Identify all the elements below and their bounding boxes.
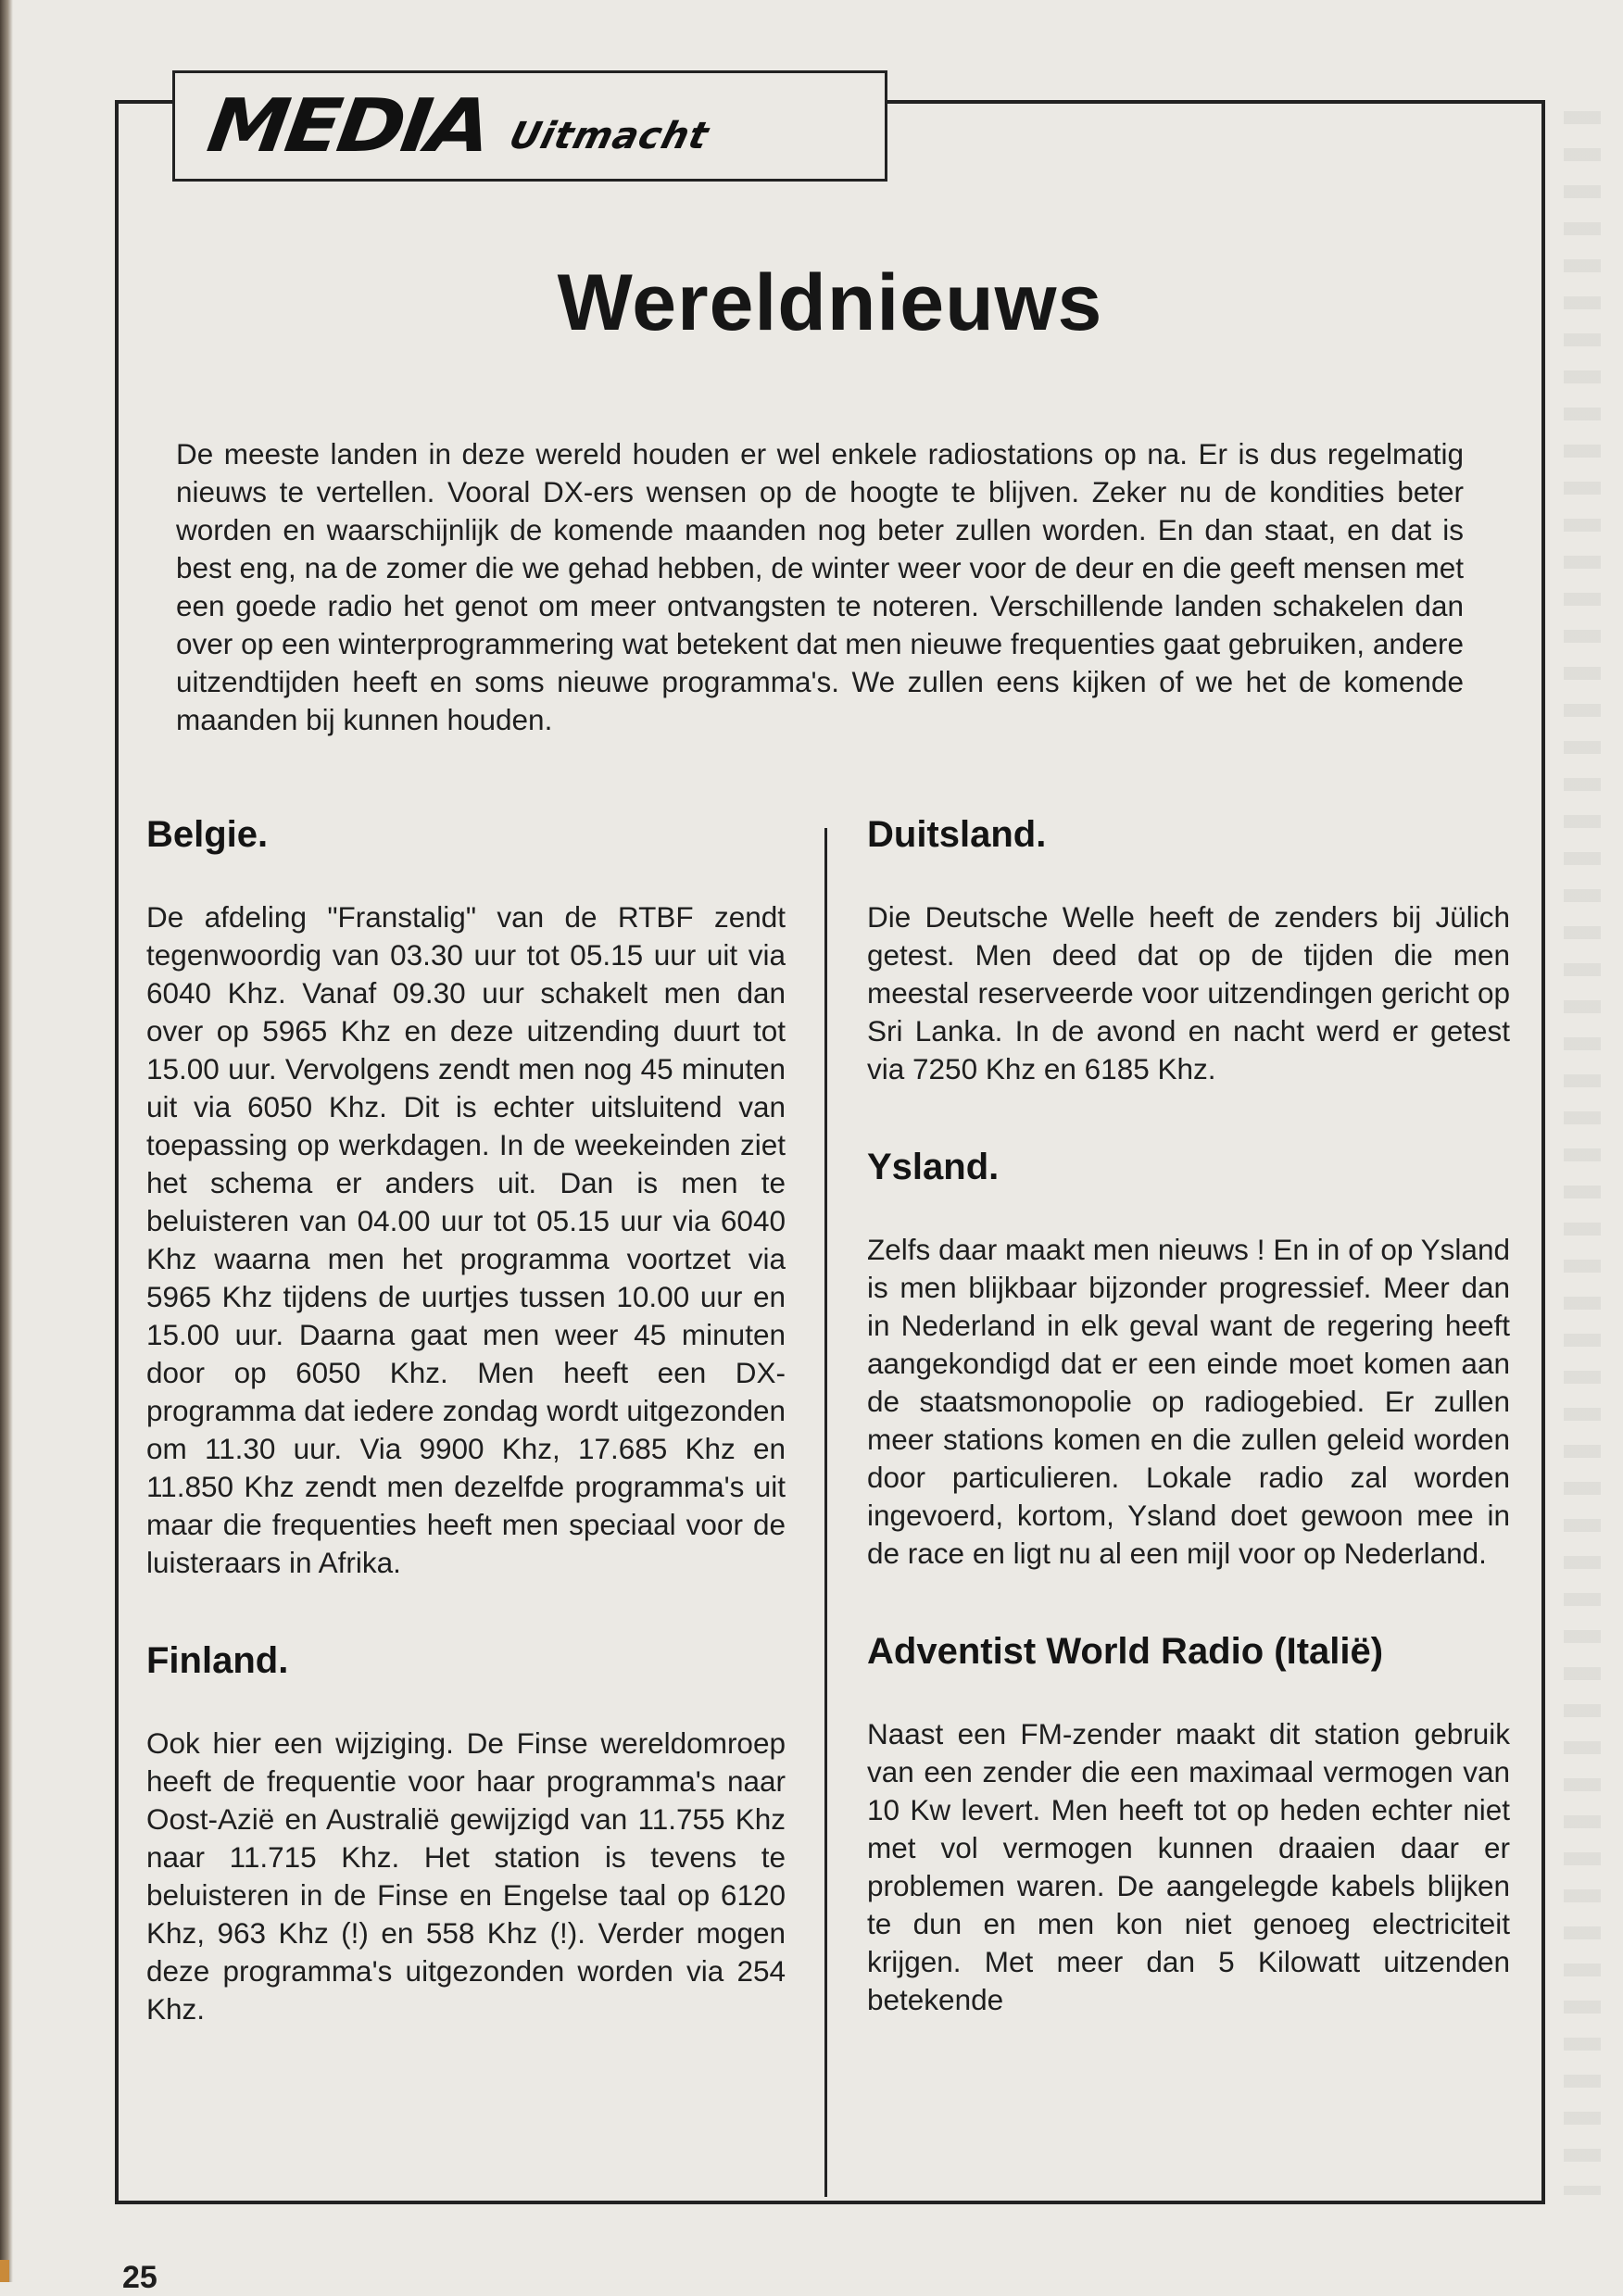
article-intro: De meeste landen in deze wereld houden er wel enkele radiostations op na. Er is dus regelmatig nieuws te vertellen. Vooral DX-ers wensen op de hoogte te blijven. Zeker nu de kondities beter worden en waarschijnlijk de komende maanden nog beter zullen worden. En dan staat, en dat is best eng, na de zomer die we gehad hebben, de winter weer voor de deur en die geeft mensen met een goede radio het genot om meer ontvangsten te noteren. Verschillende landen schakelen dan over op een winterprogrammering wat betekent dat men nieuwe frequenties gaat gebruiken, andere uitzendtijden heeft en soms nieuwe programma's. We zullen eens kijken of we het de komende maanden bij kunnen houden. [176, 437, 1464, 736]
masthead-subtitle: Uitmacht [504, 115, 713, 157]
column-divider [824, 828, 827, 2197]
masthead-brand: MEDIA [202, 82, 495, 169]
section-heading-duitsland: Duitsland. [867, 814, 1047, 855]
page-binding-edge [0, 0, 13, 2282]
section-body-awr: Naast een FM-zender maakt dit station gebruik van een zender die een maximaal vermogen van 10 Kw levert. Men heeft tot op heden echter niet met vol vermogen kunnen draaien daar er problemen waren. De aangelegde kabels blijken te dun en men kon niet genoeg electriciteit krijgen. Met meer dan 5 Kilowatt uitzenden betekende [867, 1717, 1510, 2016]
section-body-duitsland: Die Deutsche Welle heeft de zenders bij Jülich getest. Men deed dat op de tijden die men meestal reserveerde voor uitzendingen gericht op Sri Lanka. In de avond en nacht werd er getest via 7250 Khz en 6185 Khz. [867, 900, 1510, 1085]
left-column [146, 811, 786, 2028]
section-heading-finland: Finland. [146, 1640, 289, 1681]
section-body-belgie: De afdeling "Franstalig" van de RTBF zendt tegenwoordig van 03.30 uur tot 05.15 uur uit via 6040 Khz. Vanaf 09.30 uur schakelt men dan over op 5965 Khz en deze uitzending duurt tot 15.00 uur. Vervolgens zendt men nog 45 minuten uit via 6050 Khz. Dit is echter uitsluitend van toepassing op werkdagen. In de weekeinden ziet het schema er anders uit. Dan is men te beluisteren van 04.00 uur tot 05.15 uur via 6040 Khz waarna men het programma voortzet via 5965 Khz tijdens de uurtjes tussen 10.00 uur en 15.00 uur. Daarna gaat men weer 45 minuten door op 6050 Khz. Men heeft een DX-programma dat iedere zondag wordt uitgezonden om 11.30 uur. Via 9900 Khz, 17.685 Khz en 11.850 Khz zendt men dezelfde programma's uit maar die frequenties heeft men speciaal voor de luisteraars in Afrika. [146, 900, 786, 1579]
section-body-finland: Ook hier een wijziging. De Finse wereldomroep heeft de frequentie voor haar programma's naar Oost-Azië en Australië gewijzigd van 11.755 Khz naar 11.715 Khz. Het station is tevens te beluisteren in de Finse en Engelse taal op 6120 Khz, 963 Khz (!) en 558 Khz (!). Verder mogen deze programma's uitgezonden worden via 254 Khz. [146, 1726, 786, 2026]
section-heading-ysland: Ysland. [867, 1147, 1000, 1187]
show-through-text [1564, 111, 1601, 2195]
section-heading-awr: Adventist World Radio (Italië) [867, 1631, 1384, 1672]
section-heading-belgie: Belgie. [146, 814, 269, 855]
section-body-ysland: Zelfs daar maakt men nieuws ! En in of op Ysland is men blijkbaar bijzonder progressief. Meer dan in Nederland in elk geval want de regering heeft aangekondigd dat er een einde moet komen aan de staatsmonopolie op radiogebied. Er zullen meer stations komen en die zullen geleid worden door particulieren. Lokale radio zal worden ingevoerd, kortom, Ysland doet gewoon mee in de race en ligt nu al een mijl voor op Nederland. [867, 1233, 1510, 1570]
masthead [172, 70, 887, 182]
article-title: Wereldnieuws [557, 258, 1103, 347]
page-number: 25 [122, 2260, 157, 2295]
right-column [867, 811, 1510, 2019]
binding-accent [0, 2260, 9, 2282]
